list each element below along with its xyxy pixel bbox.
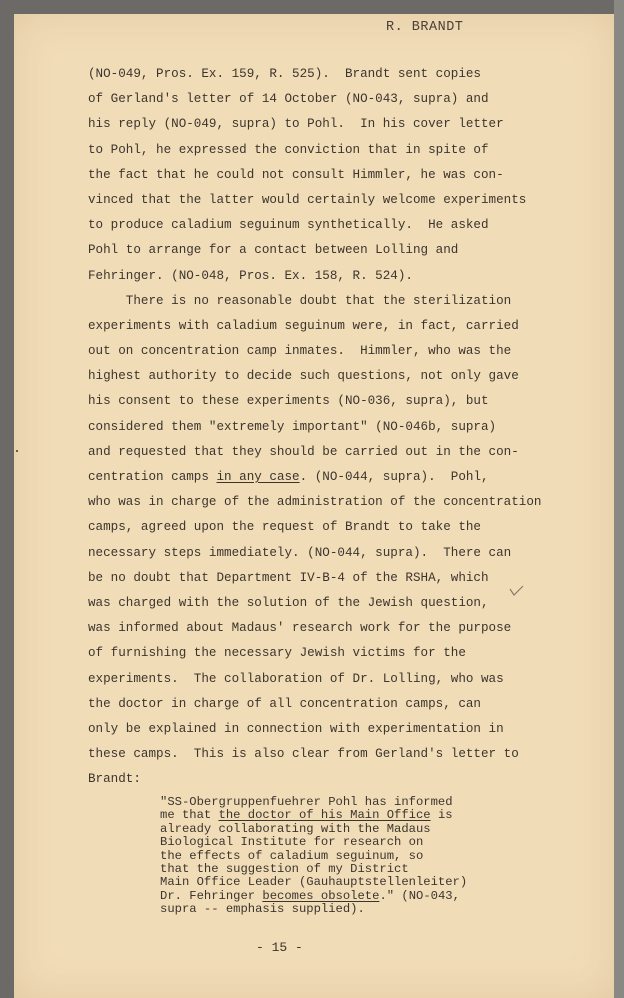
body-text bbox=[88, 62, 558, 792]
body-line: only be explained in connection with experimentation in bbox=[88, 721, 504, 736]
quote-line: "SS-Obergruppenfuehrer Pohl has informed bbox=[160, 795, 453, 809]
quote-line: Biological Institute for research on bbox=[160, 835, 424, 850]
quote-line: that the suggestion of my District bbox=[160, 861, 409, 876]
body-line: Brandt: bbox=[88, 772, 141, 787]
quote-line: Main Office Leader (Gauhauptstellenleiter) bbox=[160, 875, 468, 890]
body-line: and requested that they should be carried out in the con- bbox=[88, 444, 519, 459]
body-line: who was in charge of the administration of the concentration bbox=[88, 495, 542, 510]
body-line: be no doubt that Department IV-B-4 of the RSHA, which bbox=[88, 570, 489, 585]
body-line: his consent to these experiments (NO-036, supra), but bbox=[88, 394, 489, 409]
underlined-emphasis: becomes obsolete bbox=[262, 888, 380, 903]
body-line: to Pohl, he expressed the conviction that in spite of bbox=[88, 142, 489, 157]
body-line: these camps. This is also clear from Gerland's letter to bbox=[88, 747, 519, 762]
body-line: his reply (NO-049, supra) to Pohl. In his cover letter bbox=[88, 117, 504, 132]
block-quote bbox=[160, 796, 467, 917]
body-line: was charged with the solution of the Jewish question, bbox=[88, 595, 489, 610]
body-line: the fact that he could not consult Himmler, he was con- bbox=[88, 167, 504, 182]
body-line: highest authority to decide such questions, not only gave bbox=[88, 369, 519, 384]
body-line: of furnishing the necessary Jewish victims for the bbox=[88, 646, 466, 661]
body-line: the doctor in charge of all concentration camps, can bbox=[88, 696, 481, 711]
running-header: R. BRANDT bbox=[386, 20, 464, 35]
quote-line: supra -- emphasis supplied). bbox=[160, 902, 365, 917]
checkmark-annotation bbox=[508, 584, 526, 598]
scan-edge bbox=[614, 0, 624, 998]
quote-text: is bbox=[430, 808, 453, 823]
body-line: (NO-049, Pros. Ex. 159, R. 525). Brandt sent copies bbox=[88, 67, 481, 81]
quote-line bbox=[160, 809, 467, 822]
quote-text: ." (NO-043, bbox=[379, 888, 460, 903]
quote-line bbox=[160, 890, 467, 903]
body-line: vinced that the latter would certainly welcome experiments bbox=[88, 192, 527, 207]
body-line: to produce caladium seguinum synthetically. He asked bbox=[88, 218, 489, 233]
underlined-emphasis: the doctor of his Main Office bbox=[218, 808, 431, 823]
body-line: was informed about Madaus' research work for the purpose bbox=[88, 621, 512, 636]
quote-text: Dr. Fehringer bbox=[160, 888, 263, 903]
body-line-start: centration camps bbox=[88, 470, 217, 484]
quote-text: me that bbox=[160, 808, 219, 823]
body-line: out on concentration camp inmates. Himmler, who was the bbox=[88, 344, 512, 359]
body-line: of Gerland's letter of 14 October (NO-043, supra) and bbox=[88, 92, 489, 107]
body-line: necessary steps immediately. (NO-044, supra). There can bbox=[88, 545, 512, 560]
body-line bbox=[88, 465, 558, 490]
body-line-end: . (NO-044, supra). Pohl, bbox=[299, 470, 489, 484]
body-line: considered them "extremely important" (NO-046b, supra) bbox=[88, 419, 497, 434]
body-line: There is no reasonable doubt that the sterilization bbox=[88, 293, 512, 308]
body-line: experiments with caladium seguinum were, in fact, carried bbox=[88, 318, 519, 333]
body-line: experiments. The collaboration of Dr. Lolling, who was bbox=[88, 671, 504, 686]
body-line: Pohl to arrange for a contact between Lolling and bbox=[88, 243, 459, 258]
page-number: - 15 - bbox=[256, 940, 303, 955]
quote-line: the effects of caladium seguinum, so bbox=[160, 848, 424, 863]
quote-line: already collaborating with the Madaus bbox=[160, 821, 431, 836]
margin-mark bbox=[16, 450, 18, 452]
body-line: Fehringer. (NO-048, Pros. Ex. 158, R. 524). bbox=[88, 268, 413, 283]
body-line: camps, agreed upon the request of Brandt to take the bbox=[88, 520, 481, 535]
underlined-emphasis: in any case bbox=[216, 470, 300, 484]
